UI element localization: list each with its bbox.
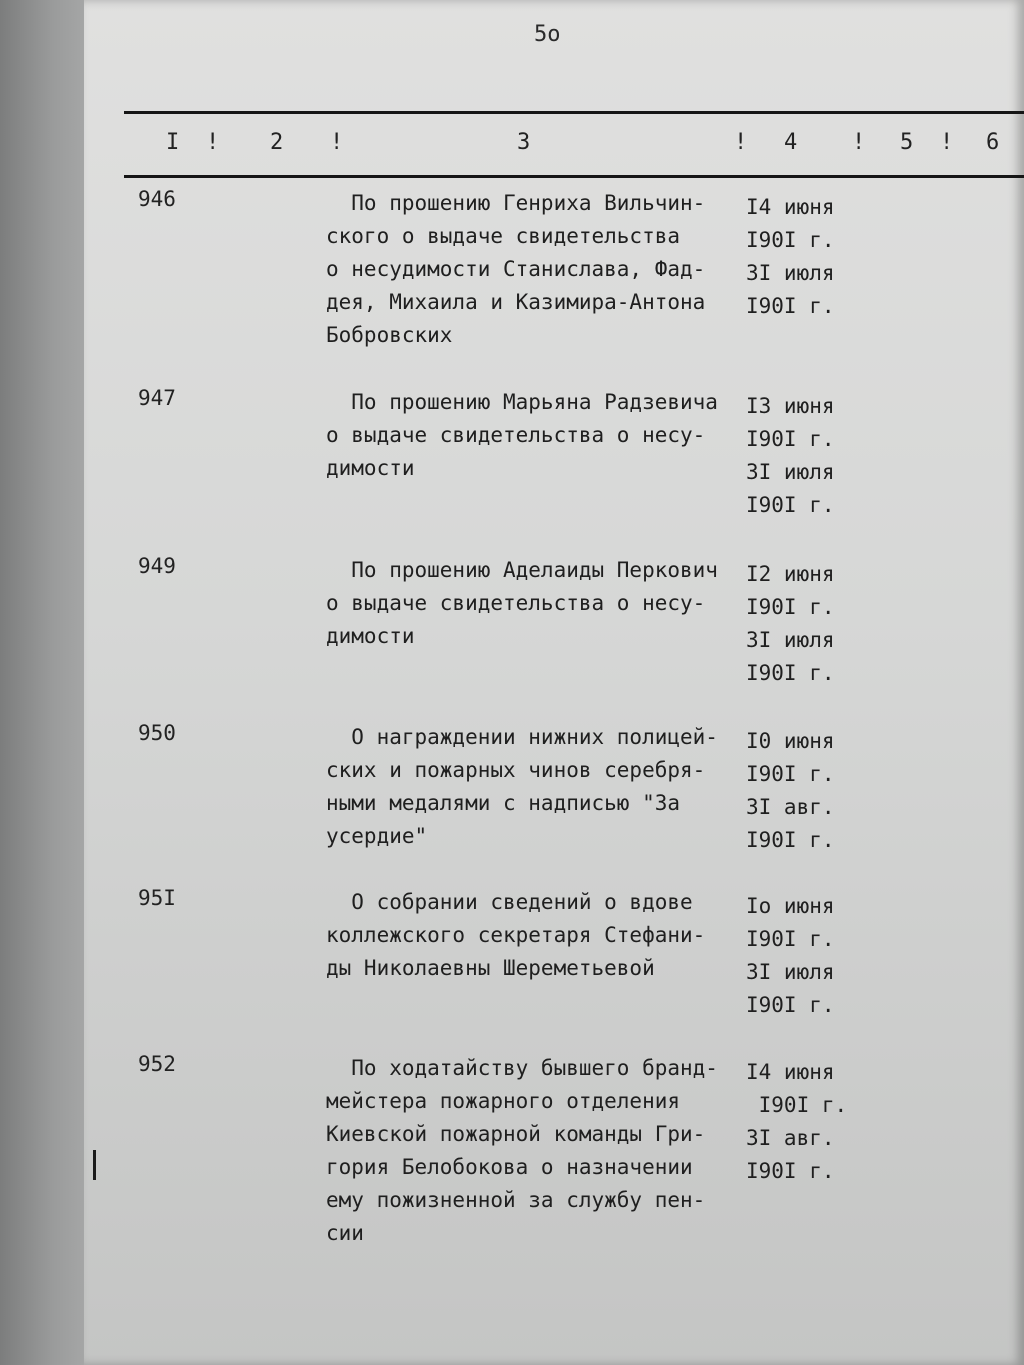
description-line: ских и пожарных чинов серебря-	[326, 758, 706, 782]
entry-dates	[746, 890, 856, 1022]
column-separator: !	[330, 130, 344, 155]
column-header-1: I	[166, 130, 180, 155]
date-line: 3I июля	[746, 960, 835, 984]
description-line: Киевской пожарной команды Гри-	[326, 1122, 706, 1146]
entry-dates	[746, 390, 856, 522]
description-line: гория Белобокова о назначении	[326, 1155, 693, 1179]
description-line: о выдаче свидетельства о несу-	[326, 591, 706, 615]
description-line: По прошению Генриха Вильчин-	[326, 191, 706, 215]
column-header-6: 6	[986, 130, 1000, 155]
description-line: дея, Михаила и Казимира-Антона	[326, 290, 706, 314]
column-separator: !	[206, 130, 220, 155]
description-line: усердие"	[326, 824, 428, 848]
column-separator: !	[734, 130, 748, 155]
column-separator: !	[940, 130, 954, 155]
book-spine	[0, 0, 96, 1365]
entry-description	[326, 386, 741, 485]
date-line: I90I г.	[746, 595, 835, 619]
date-line: I90I г.	[746, 228, 835, 252]
date-line: I90I г.	[746, 294, 835, 318]
entry-number: 950	[138, 721, 176, 745]
column-header-3: 3	[517, 130, 531, 155]
date-line: I90I г.	[746, 828, 835, 852]
date-line: I3 июня	[746, 394, 835, 418]
column-separator: !	[852, 130, 866, 155]
date-line: 3I июля	[746, 628, 835, 652]
entry-number: 947	[138, 386, 176, 410]
column-header-2: 2	[270, 130, 284, 155]
description-line: О награждении нижних полицей-	[326, 725, 718, 749]
entry-dates	[746, 1056, 856, 1188]
entry-description	[326, 554, 741, 653]
entry-dates	[746, 725, 856, 857]
date-line: I90I г.	[746, 427, 835, 451]
entry-description	[326, 886, 741, 985]
page-number: 5о	[534, 22, 561, 47]
header-top-rule	[124, 111, 1024, 114]
date-line: I4 июня	[746, 1060, 835, 1084]
column-header-5: 5	[900, 130, 914, 155]
date-line: Iо июня	[746, 894, 835, 918]
date-line: 3I июля	[746, 460, 835, 484]
date-line: 3I авг.	[746, 1126, 835, 1150]
date-line: I90I г.	[746, 927, 835, 951]
description-line: димости	[326, 624, 415, 648]
date-line: I90I г.	[746, 661, 835, 685]
date-line: I2 июня	[746, 562, 835, 586]
description-line: О собрании сведений о вдове	[326, 890, 693, 914]
description-line: сии	[326, 1221, 364, 1245]
date-line: I90I г.	[746, 762, 835, 786]
entry-number: 946	[138, 187, 176, 211]
date-line: 3I июля	[746, 261, 835, 285]
entry-number: 952	[138, 1052, 176, 1076]
date-line: I0 июня	[746, 729, 835, 753]
description-line: ды Николаевны Шереметьевой	[326, 956, 655, 980]
description-line: По прошению Марьяна Радзевича	[326, 390, 718, 414]
description-line: ными медалями с надписью "За	[326, 791, 681, 815]
date-line: I90I г.	[746, 993, 835, 1017]
description-line: Бобровских	[326, 323, 453, 347]
column-header-4: 4	[784, 130, 798, 155]
description-line: коллежского секретаря Стефани-	[326, 923, 706, 947]
header-bottom-rule	[124, 175, 1024, 178]
entry-dates	[746, 558, 856, 690]
entry-description	[326, 721, 741, 853]
description-line: димости	[326, 456, 415, 480]
date-line: I4 июня	[746, 195, 835, 219]
binding-mark	[93, 1150, 96, 1180]
description-line: мейстера пожарного отделения	[326, 1089, 681, 1113]
entry-description	[326, 187, 741, 352]
date-line: I90I г.	[746, 1093, 848, 1117]
date-line: 3I авг.	[746, 795, 835, 819]
description-line: По ходатайству бывшего бранд-	[326, 1056, 718, 1080]
date-line: I90I г.	[746, 493, 835, 517]
entry-dates	[746, 191, 856, 323]
description-line: о выдаче свидетельства о несу-	[326, 423, 706, 447]
entry-number: 949	[138, 554, 176, 578]
description-line: о несудимости Станислава, Фад-	[326, 257, 706, 281]
date-line: I90I г.	[746, 1159, 835, 1183]
entry-description	[326, 1052, 741, 1250]
description-line: По прошению Аделаиды Перкович	[326, 558, 718, 582]
description-line: ского о выдаче свидетельства	[326, 224, 681, 248]
description-line: ему пожизненной за службу пен-	[326, 1188, 706, 1212]
entry-number: 95I	[138, 886, 176, 910]
